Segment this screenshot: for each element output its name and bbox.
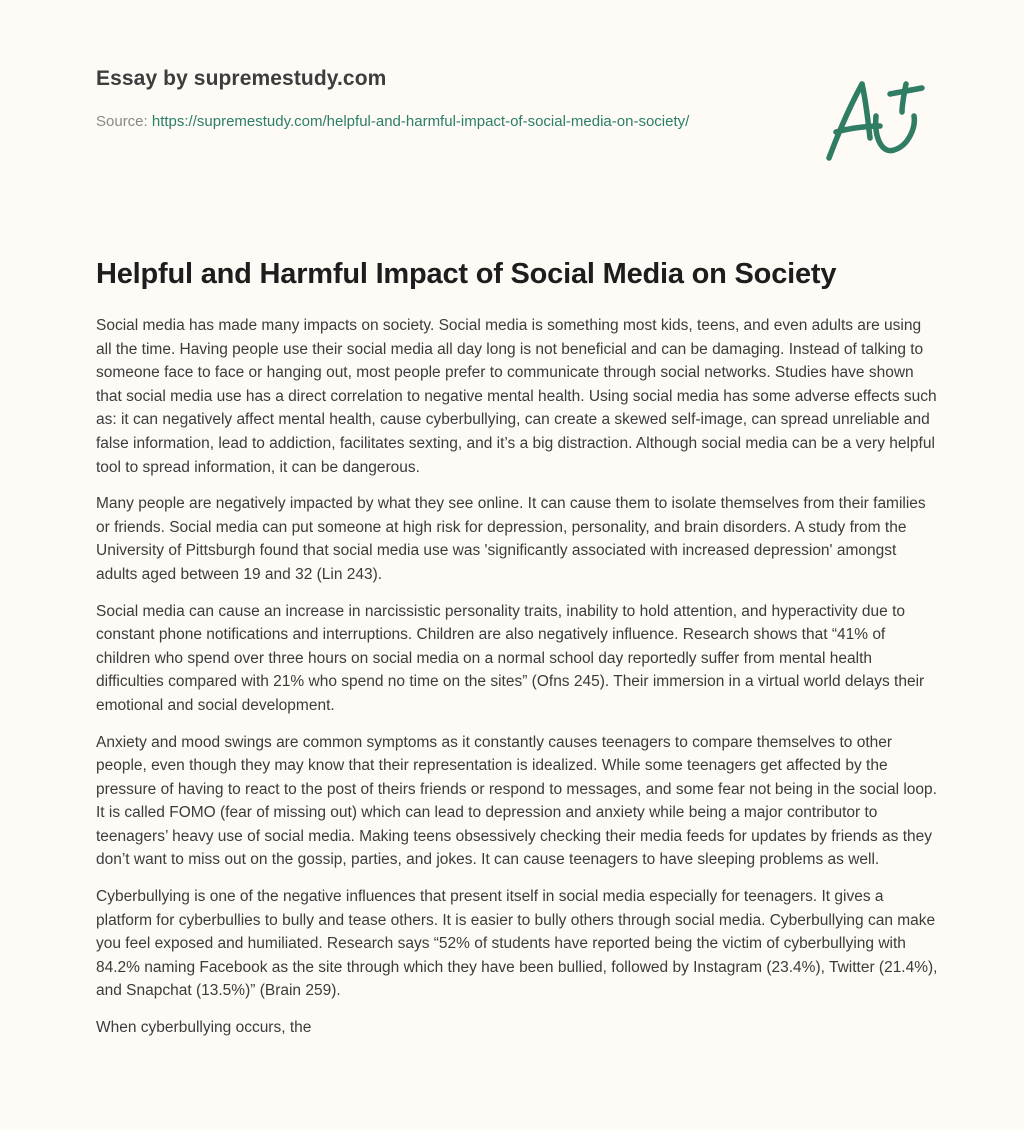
essay-paragraph-truncated: When cyberbullying occurs, the <box>96 1019 312 1037</box>
essay-paragraph: Anxiety and mood swings are common symptoms as it constantly causes teenagers to compare themselves to other people, even though they may know that their representation is idealized. While some teenagers get affected by the pressure of having to react to the post of theirs friends or respond to messages, and some fear not being in the social loop. It is called FOMO (fear of missing out) which can lead to depression and anxiety while being a major contributor to teenagers’ heavy use of social media. Making teens obsessively checking their media feeds for updates by friends as they don’t want to miss out on the gossip, parties, and jokes. It can cause teenagers to have sleeping problems as well. <box>96 733 937 869</box>
site-brand: Essay by supremestudy.com <box>96 67 387 90</box>
essay-paragraph: Social media can cause an increase in narcissistic personality traits, inability to hold attention, and hyperactivity due to constant phone notifications and interruptions. Children are also negatively influence. Research shows that “41% of children who spend over three hours on social media on a normal school day reportedly suffer from mental health difficulties compared with 21% who spend no time on the sites” (Ofns 245). Their immersion in a virtual world delays their emotional and social development. <box>96 602 925 714</box>
essay-paragraph: Cyberbullying is one of the negative influences that present itself in social media especially for teenagers. It gives a platform for cyberbullies to bully and tease others. It is easier to bully others through social media. Cyberbullying can make you feel exposed and humiliated. Research says “52% of students have reported being the victim of cyberbullying with 84.2% naming Facebook as the site through which they have been bullied, followed by Instagram (23.4%), Twitter (21.4%), and Snapchat (13.5%)” (Brain 259). <box>96 888 938 1000</box>
source-link[interactable]: https://supremestudy.com/helpful-and-harmful-impact-of-social-media-on-society/ <box>151 113 690 130</box>
essay-paragraph: Many people are negatively impacted by what they see online. It can cause them to isolate themselves from their families or friends. Social media can put someone at high risk for depression, personality, and brain disorders. A study from the University of Pittsburgh found that social media use was 'significantly associated with increased depression' amongst adults aged between 19 and 32 (Lin 243). <box>96 495 926 583</box>
page-header <box>96 66 736 134</box>
source-label: Source: <box>96 113 152 130</box>
essay-body <box>96 314 938 1053</box>
a-plus-grade-icon <box>820 66 930 166</box>
source-line <box>96 110 736 134</box>
essay-title: Helpful and Harmful Impact of Social Media on Society <box>96 258 837 290</box>
essay-paragraph: Social media has made many impacts on society. Social media is something most kids, teens, and even adults are using all the time. Having people use their social media all day long is not beneficial and can be damaging. Instead of talking to someone face to face or hanging out, most people prefer to communicate through social networks. Studies have shown that social media use has a direct correlation to negative mental health. Using social media has some adverse effects such as: it can negatively affect mental health, cause cyberbullying, can create a skewed self-image, can spread unreliable and false information, lead to addiction, facilitates sexting, and it’s a big distraction. Although social media can be a very helpful tool to spread information, it can be dangerous. <box>96 317 937 476</box>
